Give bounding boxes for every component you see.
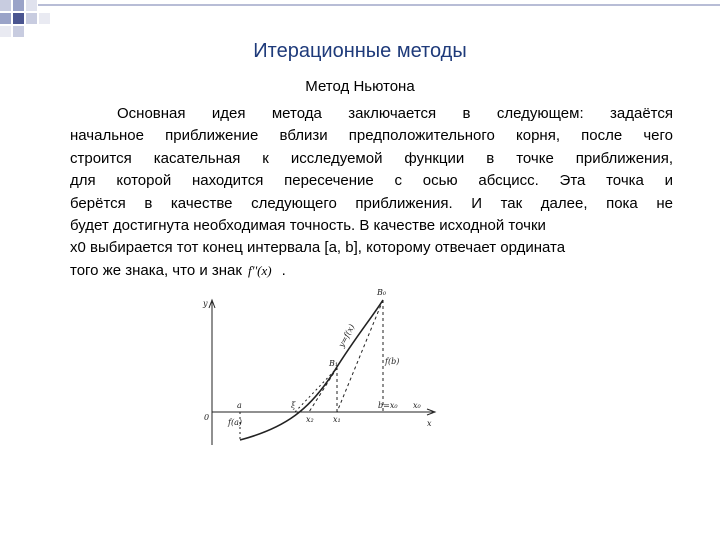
b0-label: B₀ — [377, 288, 387, 297]
paragraph-line: x0 выбирается тот конец интервала [a, b], которому отвечает ордината — [70, 239, 566, 257]
fb-label: f(b) — [385, 357, 400, 366]
paragraph-last-line — [70, 260, 673, 282]
root-xi-label: ξ — [291, 401, 296, 410]
origin-label: 0 — [204, 413, 210, 422]
x0-right-label: x₀ — [413, 401, 421, 410]
paragraph-line: начальное приближение вблизи предположительного корня, после чего — [70, 127, 673, 145]
paragraph-line: строится касательная к исследуемой функции в точке приближения, — [70, 149, 673, 167]
point-a-label: a — [237, 401, 242, 410]
secant-line — [295, 368, 337, 412]
sentence-end: . — [281, 261, 286, 279]
paragraph-line: Основная идея метода заключается в следующем: задаётся — [117, 105, 673, 122]
newton-method-graph — [195, 280, 440, 450]
b-x0-label: b=x₀ — [378, 401, 398, 410]
slide-title: Итерационные методы — [253, 40, 467, 62]
paragraph-line: для которой находится пересечение с осью абсцисс. Эта точка и — [70, 172, 673, 190]
fa-label: f(a) — [228, 418, 242, 427]
x-axis-label: x — [427, 419, 432, 428]
method-description — [70, 103, 673, 282]
curve-label: y=f(x) — [336, 322, 357, 349]
b1-label: B₁ — [329, 359, 339, 368]
paragraph-line: будет достигнута необходимая точность. В качестве исходной точки — [70, 217, 546, 235]
y-axis-label: y — [203, 299, 208, 308]
formula-second-derivative: f''(x) — [247, 262, 272, 278]
paragraph-line: того же знака, что и знак — [70, 261, 242, 279]
paragraph-line: берётся в качестве следующего приближения. И так далее, пока не — [70, 194, 673, 212]
decorative-header-squares — [0, 0, 720, 45]
x2-label: x₂ — [306, 415, 314, 424]
x1-label: x₁ — [333, 415, 341, 424]
tangent-b1 — [309, 368, 337, 412]
slide-subtitle: Метод Ньютона — [305, 78, 415, 95]
